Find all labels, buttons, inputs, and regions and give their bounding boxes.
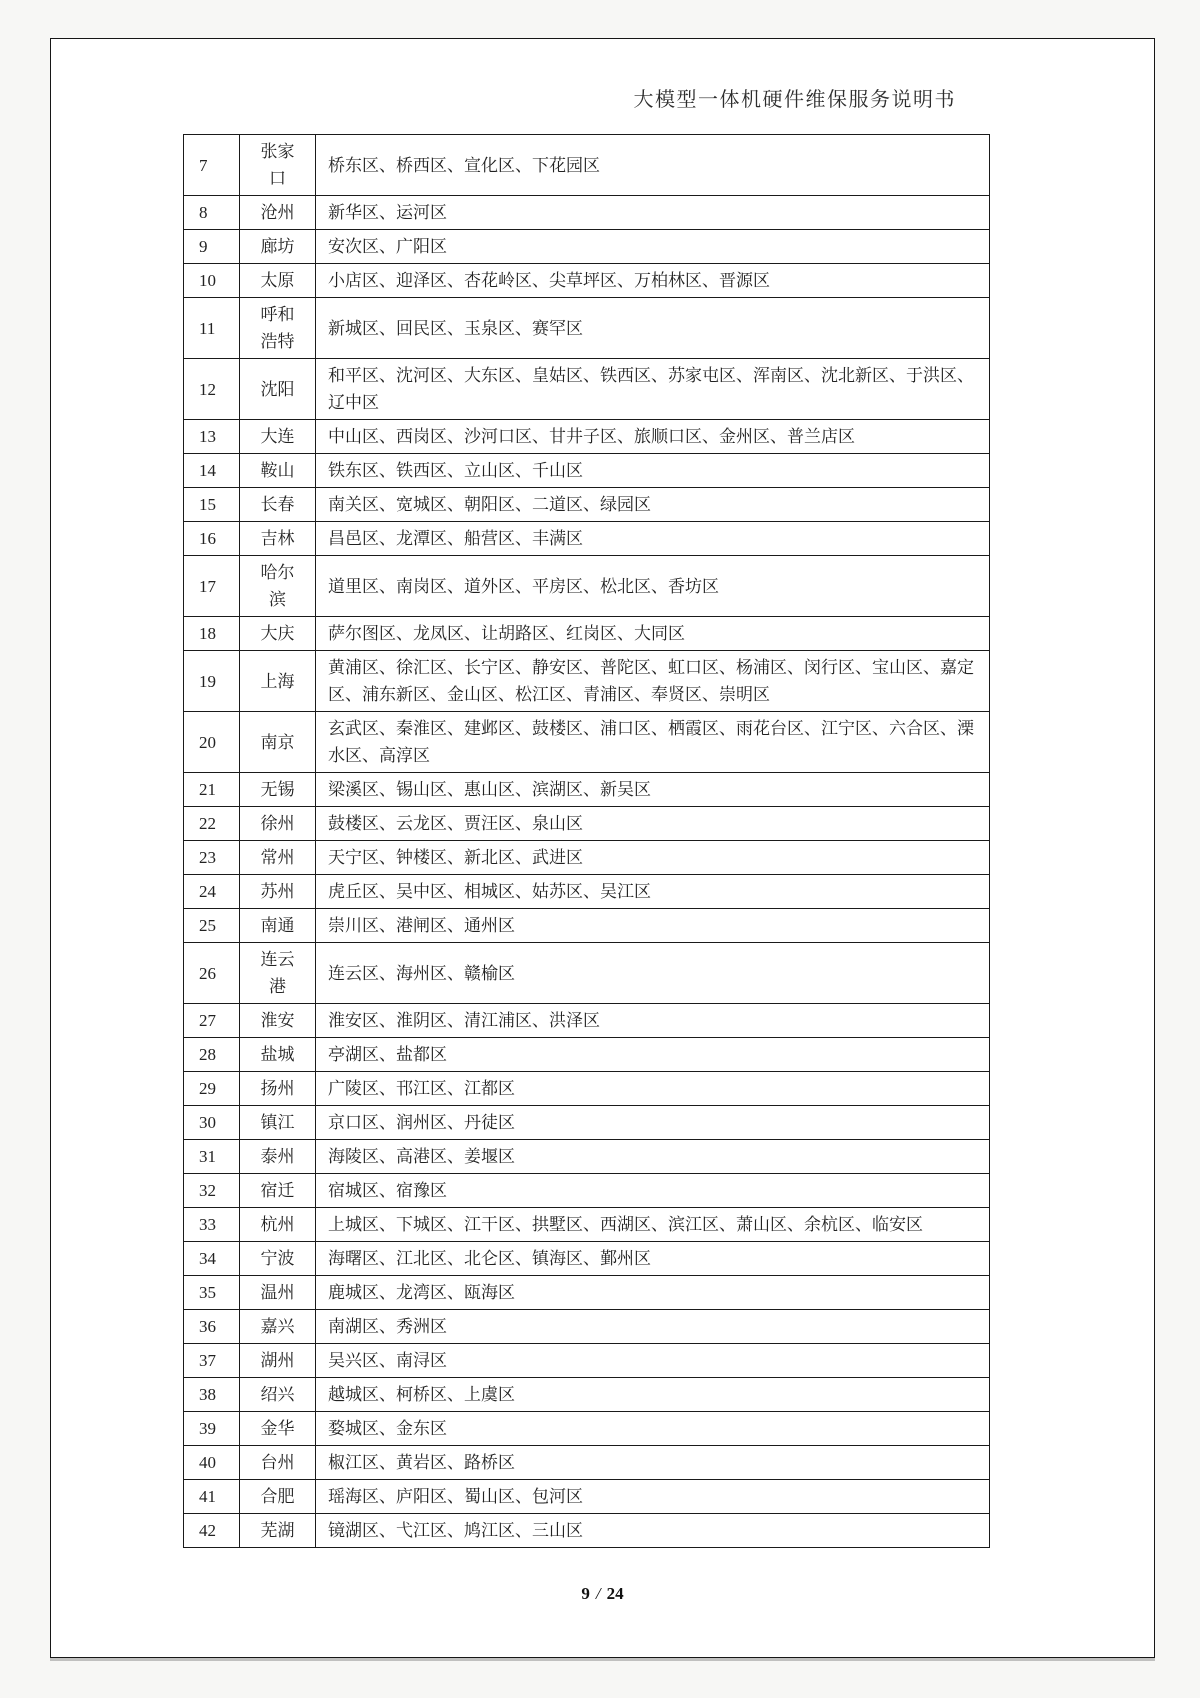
row-number-cell: 18: [184, 617, 240, 651]
row-city-cell: 上海: [240, 651, 316, 712]
row-number-cell: 14: [184, 454, 240, 488]
city-district-table: [183, 134, 990, 1548]
row-number-cell: 24: [184, 875, 240, 909]
row-number-cell: 41: [184, 1480, 240, 1514]
row-number-cell: 29: [184, 1072, 240, 1106]
row-districts-cell: 宿城区、宿豫区: [316, 1174, 990, 1208]
row-districts-cell: 亭湖区、盐都区: [316, 1038, 990, 1072]
table-row: [184, 651, 990, 712]
row-city-cell: 杭州: [240, 1208, 316, 1242]
table-row: [184, 196, 990, 230]
table-row: [184, 488, 990, 522]
row-districts-cell: 海陵区、高港区、姜堰区: [316, 1140, 990, 1174]
row-districts-cell: 鼓楼区、云龙区、贾汪区、泉山区: [316, 807, 990, 841]
row-number-cell: 15: [184, 488, 240, 522]
row-city-cell: 无锡: [240, 773, 316, 807]
row-districts-cell: 上城区、下城区、江干区、拱墅区、西湖区、滨江区、萧山区、余杭区、临安区: [316, 1208, 990, 1242]
table-row: [184, 943, 990, 1004]
row-districts-cell: 镜湖区、弋江区、鸠江区、三山区: [316, 1514, 990, 1548]
row-districts-cell: 和平区、沈河区、大东区、皇姑区、铁西区、苏家屯区、浑南区、沈北新区、于洪区、辽中区: [316, 359, 990, 420]
row-districts-cell: 道里区、南岗区、道外区、平房区、松北区、香坊区: [316, 556, 990, 617]
row-number-cell: 7: [184, 135, 240, 196]
row-districts-cell: 越城区、柯桥区、上虞区: [316, 1378, 990, 1412]
table-row: [184, 875, 990, 909]
row-city-cell: 镇江: [240, 1106, 316, 1140]
table-row: [184, 909, 990, 943]
row-city-cell: 张家口: [240, 135, 316, 196]
row-districts-cell: 玄武区、秦淮区、建邺区、鼓楼区、浦口区、栖霞区、雨花台区、江宁区、六合区、溧水区、高淳区: [316, 712, 990, 773]
row-number-cell: 22: [184, 807, 240, 841]
row-city-cell: 呼和浩特: [240, 298, 316, 359]
row-number-cell: 28: [184, 1038, 240, 1072]
row-districts-cell: 婺城区、金东区: [316, 1412, 990, 1446]
table-row: [184, 556, 990, 617]
table-row: [184, 1106, 990, 1140]
row-city-cell: 芜湖: [240, 1514, 316, 1548]
table-row: [184, 1344, 990, 1378]
row-city-cell: 湖州: [240, 1344, 316, 1378]
table-row: [184, 420, 990, 454]
row-districts-cell: 海曙区、江北区、北仑区、镇海区、鄞州区: [316, 1242, 990, 1276]
table-row: [184, 1038, 990, 1072]
table-row: [184, 264, 990, 298]
row-city-cell: 大连: [240, 420, 316, 454]
city-district-table-body: [184, 135, 990, 1548]
row-districts-cell: 萨尔图区、龙凤区、让胡路区、红岗区、大同区: [316, 617, 990, 651]
row-districts-cell: 鹿城区、龙湾区、瓯海区: [316, 1276, 990, 1310]
row-city-cell: 鞍山: [240, 454, 316, 488]
row-number-cell: 21: [184, 773, 240, 807]
row-districts-cell: 南关区、宽城区、朝阳区、二道区、绿园区: [316, 488, 990, 522]
table-row: [184, 1242, 990, 1276]
row-city-cell: 太原: [240, 264, 316, 298]
row-number-cell: 25: [184, 909, 240, 943]
table-row: [184, 1514, 990, 1548]
row-number-cell: 30: [184, 1106, 240, 1140]
row-districts-cell: 小店区、迎泽区、杏花岭区、尖草坪区、万柏林区、晋源区: [316, 264, 990, 298]
row-number-cell: 13: [184, 420, 240, 454]
row-districts-cell: 南湖区、秀洲区: [316, 1310, 990, 1344]
table-row: [184, 807, 990, 841]
row-city-cell: 宁波: [240, 1242, 316, 1276]
row-districts-cell: 京口区、润州区、丹徒区: [316, 1106, 990, 1140]
row-city-cell: 南京: [240, 712, 316, 773]
row-districts-cell: 昌邑区、龙潭区、船营区、丰满区: [316, 522, 990, 556]
row-city-cell: 温州: [240, 1276, 316, 1310]
row-districts-cell: 安次区、广阳区: [316, 230, 990, 264]
row-districts-cell: 铁东区、铁西区、立山区、千山区: [316, 454, 990, 488]
row-districts-cell: 新华区、运河区: [316, 196, 990, 230]
table-row: [184, 1072, 990, 1106]
row-number-cell: 36: [184, 1310, 240, 1344]
row-number-cell: 33: [184, 1208, 240, 1242]
row-city-cell: 嘉兴: [240, 1310, 316, 1344]
page-footer: [51, 1584, 1154, 1604]
row-city-cell: 宿迁: [240, 1174, 316, 1208]
row-number-cell: 19: [184, 651, 240, 712]
table-row: [184, 522, 990, 556]
table-row: [184, 1208, 990, 1242]
table-row: [184, 712, 990, 773]
row-number-cell: 39: [184, 1412, 240, 1446]
row-city-cell: 沧州: [240, 196, 316, 230]
row-city-cell: 淮安: [240, 1004, 316, 1038]
row-city-cell: 徐州: [240, 807, 316, 841]
row-city-cell: 大庆: [240, 617, 316, 651]
row-city-cell: 台州: [240, 1446, 316, 1480]
row-districts-cell: 虎丘区、吴中区、相城区、姑苏区、吴江区: [316, 875, 990, 909]
row-number-cell: 34: [184, 1242, 240, 1276]
table-row: [184, 1310, 990, 1344]
document-header-title: 大模型一体机硬件维保服务说明书: [633, 89, 956, 111]
row-city-cell: 连云港: [240, 943, 316, 1004]
table-row: [184, 617, 990, 651]
row-city-cell: 沈阳: [240, 359, 316, 420]
row-districts-cell: 新城区、回民区、玉泉区、赛罕区: [316, 298, 990, 359]
table-row: [184, 1480, 990, 1514]
row-number-cell: 32: [184, 1174, 240, 1208]
row-city-cell: 合肥: [240, 1480, 316, 1514]
row-number-cell: 8: [184, 196, 240, 230]
row-city-cell: 泰州: [240, 1140, 316, 1174]
row-city-cell: 扬州: [240, 1072, 316, 1106]
row-districts-cell: 黄浦区、徐汇区、长宁区、静安区、普陀区、虹口区、杨浦区、闵行区、宝山区、嘉定区、浦东新区、金山区、松江区、青浦区、奉贤区、崇明区: [316, 651, 990, 712]
row-city-cell: 常州: [240, 841, 316, 875]
row-districts-cell: 吴兴区、南浔区: [316, 1344, 990, 1378]
row-city-cell: 绍兴: [240, 1378, 316, 1412]
row-city-cell: 金华: [240, 1412, 316, 1446]
row-number-cell: 23: [184, 841, 240, 875]
table-row: [184, 454, 990, 488]
row-number-cell: 12: [184, 359, 240, 420]
row-districts-cell: 崇川区、港闸区、通州区: [316, 909, 990, 943]
row-districts-cell: 椒江区、黄岩区、路桥区: [316, 1446, 990, 1480]
page-number-current: 9: [581, 1584, 590, 1603]
row-districts-cell: 中山区、西岗区、沙河口区、甘井子区、旅顺口区、金州区、普兰店区: [316, 420, 990, 454]
row-number-cell: 11: [184, 298, 240, 359]
row-number-cell: 31: [184, 1140, 240, 1174]
row-districts-cell: 广陵区、邗江区、江都区: [316, 1072, 990, 1106]
row-districts-cell: 桥东区、桥西区、宣化区、下花园区: [316, 135, 990, 196]
row-number-cell: 40: [184, 1446, 240, 1480]
document-page: [50, 38, 1155, 1658]
row-districts-cell: 瑶海区、庐阳区、蜀山区、包河区: [316, 1480, 990, 1514]
row-number-cell: 35: [184, 1276, 240, 1310]
table-row: [184, 1412, 990, 1446]
row-number-cell: 16: [184, 522, 240, 556]
row-city-cell: 吉林: [240, 522, 316, 556]
page-number-total: 24: [606, 1584, 624, 1603]
row-districts-cell: 天宁区、钟楼区、新北区、武进区: [316, 841, 990, 875]
row-city-cell: 长春: [240, 488, 316, 522]
table-row: [184, 1004, 990, 1038]
row-number-cell: 42: [184, 1514, 240, 1548]
row-number-cell: 9: [184, 230, 240, 264]
table-row: [184, 1378, 990, 1412]
row-districts-cell: 梁溪区、锡山区、惠山区、滨湖区、新吴区: [316, 773, 990, 807]
row-number-cell: 26: [184, 943, 240, 1004]
row-number-cell: 10: [184, 264, 240, 298]
row-districts-cell: 连云区、海州区、赣榆区: [316, 943, 990, 1004]
row-number-cell: 37: [184, 1344, 240, 1378]
table-row: [184, 1140, 990, 1174]
table-row: [184, 298, 990, 359]
row-number-cell: 27: [184, 1004, 240, 1038]
table-row: [184, 773, 990, 807]
row-city-cell: 盐城: [240, 1038, 316, 1072]
row-city-cell: 苏州: [240, 875, 316, 909]
row-number-cell: 38: [184, 1378, 240, 1412]
page-number-separator: /: [595, 1584, 601, 1603]
row-districts-cell: 淮安区、淮阴区、清江浦区、洪泽区: [316, 1004, 990, 1038]
row-city-cell: 哈尔滨: [240, 556, 316, 617]
table-row: [184, 1276, 990, 1310]
table-row: [184, 359, 990, 420]
table-row: [184, 135, 990, 196]
table-row: [184, 230, 990, 264]
table-row: [184, 841, 990, 875]
row-city-cell: 廊坊: [240, 230, 316, 264]
table-row: [184, 1446, 990, 1480]
table-row: [184, 1174, 990, 1208]
row-city-cell: 南通: [240, 909, 316, 943]
row-number-cell: 17: [184, 556, 240, 617]
row-number-cell: 20: [184, 712, 240, 773]
